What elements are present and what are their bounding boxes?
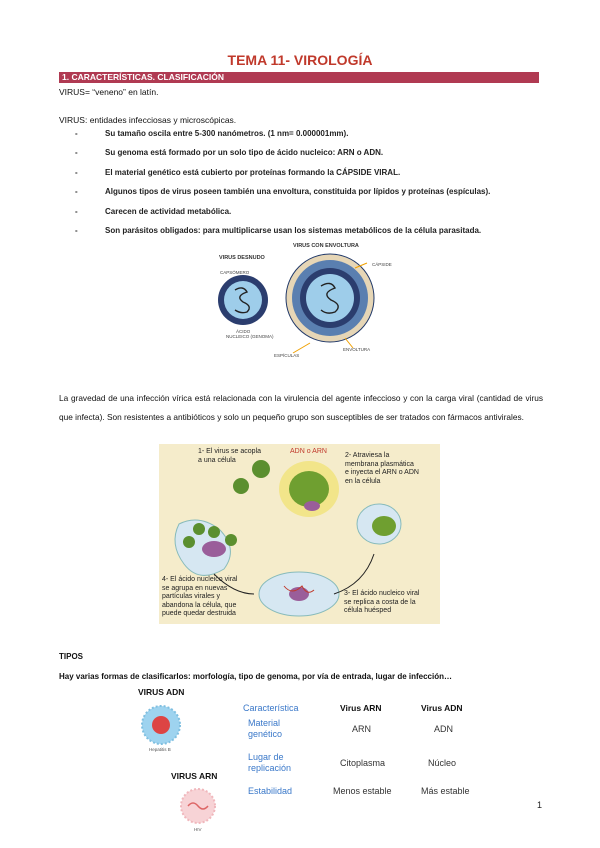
- envoltura-label: ENVOLTURA: [343, 347, 371, 352]
- capsomero-label: CAPSÓMERO: [220, 270, 250, 275]
- acido-nucleico-label: NUCLEICO (GENOMA): [226, 334, 274, 339]
- virus-adn-label: VIRUS ADN: [138, 687, 185, 697]
- virus-entities: VIRUS: entidades infecciosas y microscópicas.: [59, 115, 237, 125]
- table-row-label: Lugar de replicación: [248, 752, 292, 773]
- table-cell: ARN: [352, 724, 372, 734]
- section-header-label: 1. CARACTERÍSTICAS. CLASIFICACIÓN: [62, 72, 224, 82]
- list-item: - Son parásitos obligados: para multiplicarse usan los sistemas metabólicos de la célula parasitada.: [75, 225, 482, 235]
- table-cell: Citoplasma: [340, 758, 386, 768]
- table-header-adn: Virus ADN: [421, 703, 463, 713]
- hepatitis-b-image: [139, 703, 183, 747]
- hiv-caption: HIV: [194, 827, 202, 832]
- espiculas-label: ESPÍCULAS: [274, 353, 300, 358]
- tipos-heading: TIPOS: [59, 652, 84, 661]
- enveloped-virus-title: VIRUS CON ENVOLTURA: [293, 243, 359, 249]
- virus-definition: VIRUS= “veneno” en latín.: [59, 87, 159, 97]
- enveloped-virus-illustration: [286, 254, 374, 342]
- cycle-step-1: 1- El virus se acopla a una célula: [198, 448, 262, 464]
- acido-label: ÁCIDO: [236, 329, 251, 334]
- cycle-adn-arn: ADN o ARN: [290, 448, 327, 455]
- list-item: - Carecen de actividad metabólica.: [75, 206, 232, 216]
- table-row-label: Estabilidad: [248, 786, 293, 796]
- cycle-step-2: 2- Atraviesa la membrana plasmática e inyecta el ARN o ADN en la célula: [345, 452, 419, 485]
- table-cell: Núcleo: [428, 758, 457, 768]
- table-cell: ADN: [434, 724, 454, 734]
- naked-virus-title: VIRUS DESNUDO: [219, 255, 265, 261]
- hepatitis-b-caption: Hepatitis B: [149, 747, 171, 752]
- cycle-step-4: 4- El ácido nucleico viral se agrupa en nuevas partículas virales y abandona la célula, que puede quedar destruida: [162, 576, 238, 617]
- page-title: TEMA 11- VIROLOGÍA: [227, 52, 373, 68]
- list-item: - El material genético está cubierto por proteínas formando la CÁPSIDE VIRAL.: [75, 167, 401, 177]
- hiv-image: [176, 786, 220, 826]
- table-header-caracteristica: Característica: [243, 703, 299, 713]
- characteristics-list: [75, 128, 545, 244]
- severity-paragraph: La gravedad de una infección vírica está relacionada con la virulencia del agente infeccioso y con la carga viral (cantidad de virus que infecta). Son resistentes a antibióticos y solo un pequeño grupo son susceptibles de ser tratados con fármacos antivirales.: [59, 393, 543, 422]
- list-item: - Algunos tipos de virus poseen también una envoltura, constituida por lípidos y proteínas (espículas).: [75, 187, 491, 197]
- list-item: - Su genoma está formado por un solo tipo de ácido nucleico: ARN o ADN.: [75, 148, 384, 158]
- table-cell: Menos estable: [333, 786, 392, 796]
- naked-virus-illustration: [218, 275, 268, 325]
- tipos-text: Hay varias formas de clasificarlos: morfología, tipo de genoma, por vía de entrada, lugar de infección…: [59, 672, 452, 681]
- virus-arn-label: VIRUS ARN: [171, 771, 218, 781]
- capside-label: CÁPSIDE: [372, 262, 392, 267]
- table-row-label: Material genético: [248, 718, 283, 739]
- list-item: - Su tamaño oscila entre 5-300 nanómetros. (1 nm= 0.000001mm).: [75, 129, 349, 138]
- table-header-arn: Virus ARN: [340, 703, 382, 713]
- table-cell: Más estable: [421, 786, 470, 796]
- page-number: 1: [537, 800, 543, 810]
- cycle-step-3: 3- El ácido nucleico viral se replica a costa de la célula huésped: [344, 590, 420, 614]
